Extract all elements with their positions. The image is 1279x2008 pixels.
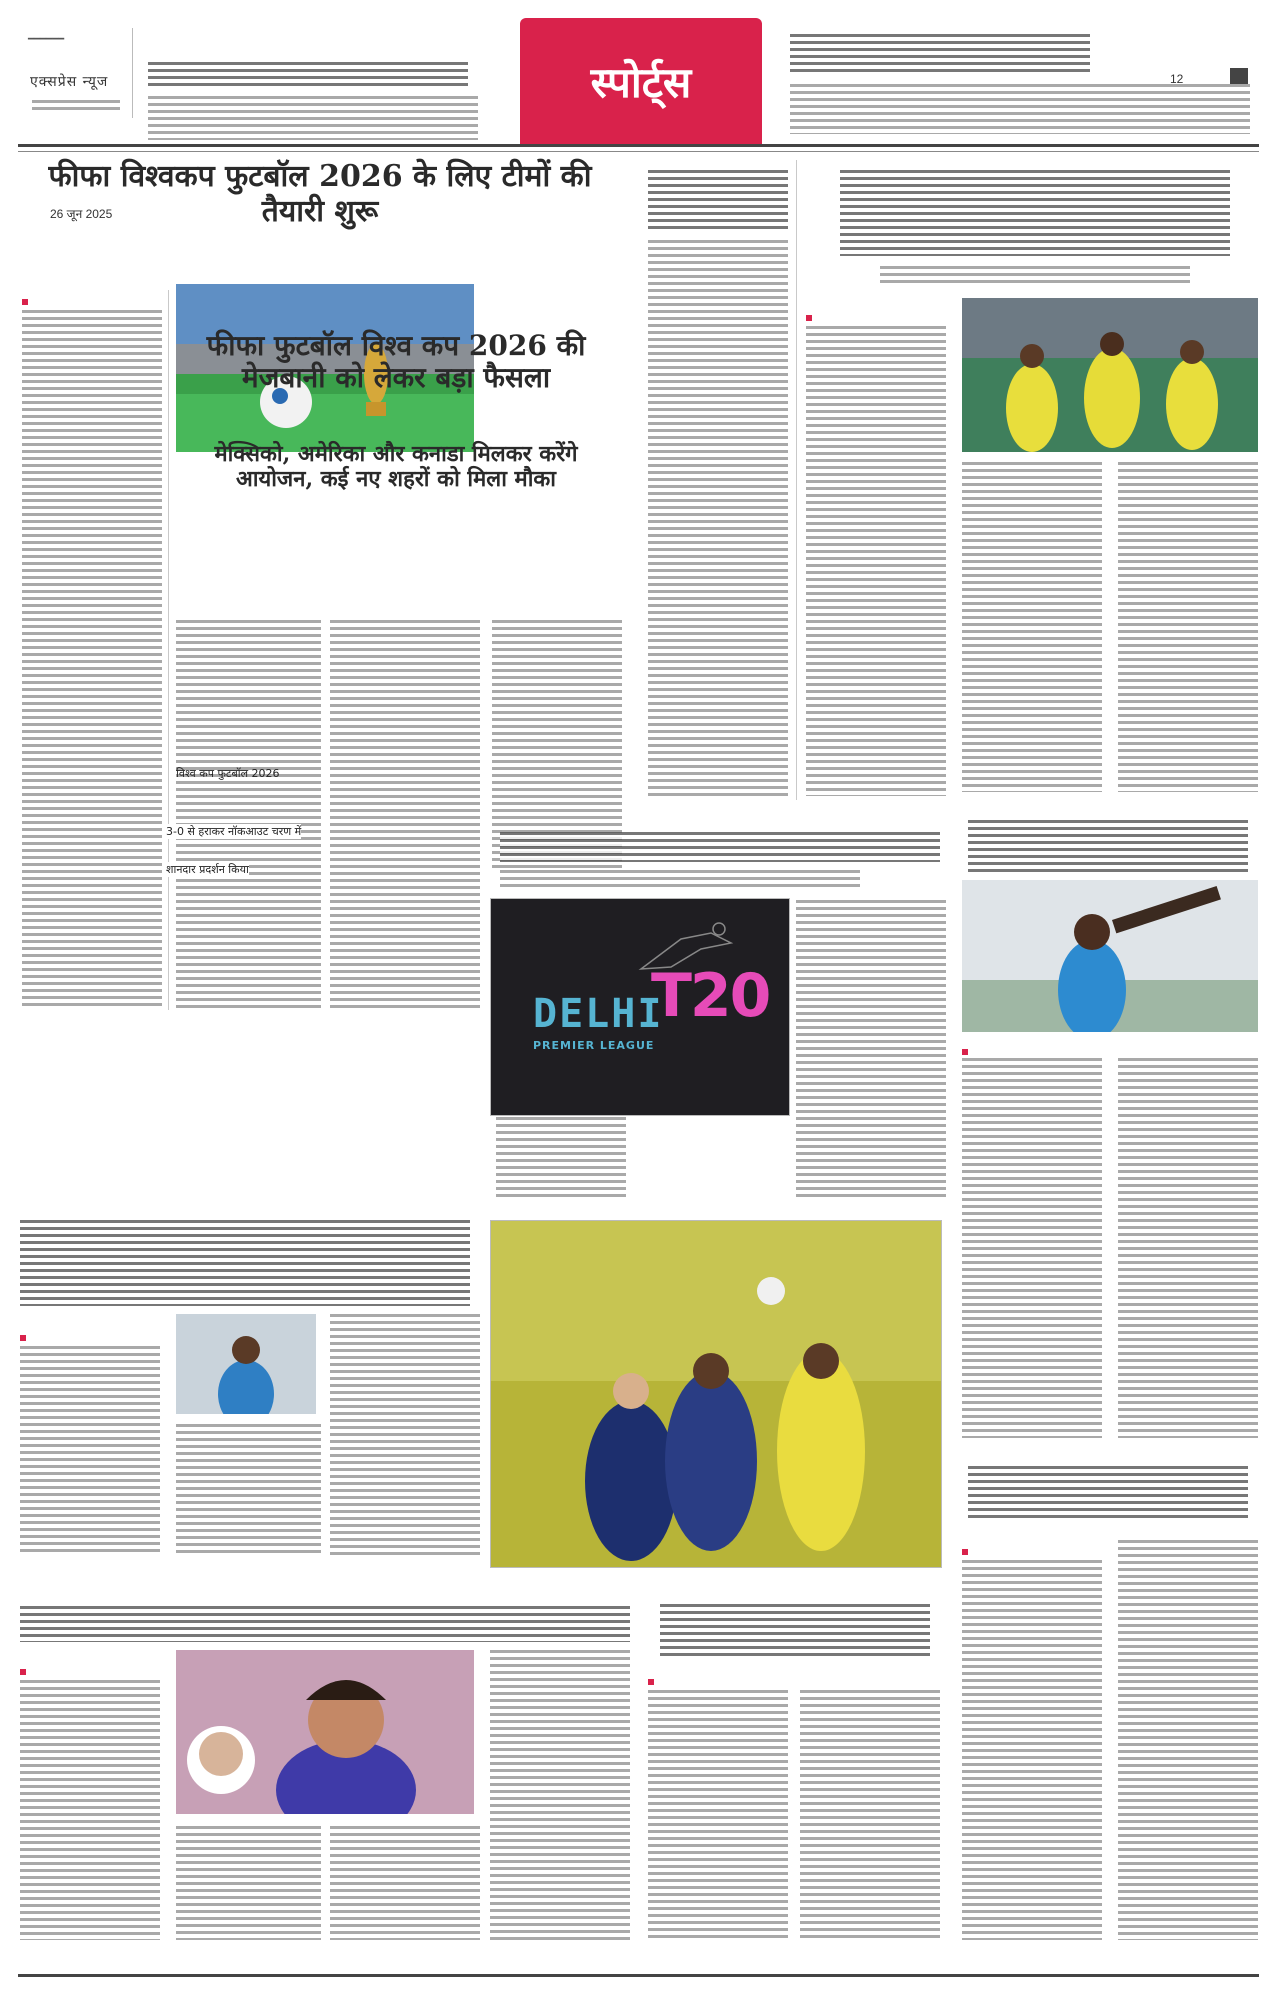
brazil-players-graphic <box>962 298 1258 452</box>
mid-story-headline <box>648 170 788 230</box>
bowler-column-1 <box>962 1058 1102 1438</box>
right-lower-headline <box>968 1466 1248 1522</box>
bottom-mid-col-1 <box>648 1690 788 1940</box>
dpl-subheadline <box>500 870 860 890</box>
young-cricketer-graphic <box>176 1314 316 1414</box>
left-column-3 <box>330 620 480 1010</box>
young-cricketer-photo <box>176 1314 316 1414</box>
brazil-column-3 <box>1118 462 1258 792</box>
bowler-graphic <box>962 880 1258 1032</box>
young-cricketer-col-1 <box>20 1346 160 1556</box>
header-promo-text <box>790 34 1090 74</box>
young-cricketer-col-3 <box>330 1314 480 1556</box>
dpl-t20-text: T20 <box>651 961 770 1031</box>
bowler-photo <box>962 880 1258 1032</box>
top-teaser-body <box>148 96 478 140</box>
dpl-subtitle: PREMIER LEAGUE <box>533 1039 655 1052</box>
young-cricketer-col-2 <box>176 1424 321 1556</box>
young-cricketer-headline <box>20 1220 470 1306</box>
fifa-snippet-1: विश्व कप फुटबॉल 2026 <box>176 767 280 780</box>
page-number: 12 <box>1170 72 1184 86</box>
brazil-byline <box>806 306 816 325</box>
mid-column-body <box>648 240 788 800</box>
dpl-delhi-text: DELHI <box>533 991 664 1037</box>
lead-date: 26 जून 2025 <box>50 207 113 221</box>
bottom-mid-byline <box>648 1670 658 1689</box>
logo-subtext <box>32 100 120 110</box>
match-action-graphic <box>491 1221 941 1567</box>
ipl-byline <box>20 1660 30 1679</box>
ipl-player-photo <box>176 1650 474 1814</box>
ipl-player-graphic <box>176 1650 474 1814</box>
section-title: स्पोर्ट्स <box>520 18 762 144</box>
ipl-col-2 <box>176 1826 321 1940</box>
brazil-subheadline <box>880 266 1190 286</box>
bowler-column-2 <box>1118 1058 1258 1438</box>
header-rule <box>18 144 1259 147</box>
young-cricketer-byline <box>20 1326 30 1345</box>
ipl-player-headline <box>20 1606 630 1642</box>
paper-name: एक्सप्रेस न्यूज <box>30 74 109 90</box>
bowler-byline <box>962 1040 972 1059</box>
fifa-headline: फीफा फुटबॉल विश्व कप 2026 की मेजबानी को लेकर बड़ा फैसला <box>206 329 586 395</box>
logo-tagline: ━━━━━━ <box>28 34 65 45</box>
masthead-logo <box>22 28 133 118</box>
footer-rule <box>18 1974 1259 1977</box>
brazil-headline <box>840 170 1230 256</box>
match-action-photo <box>490 1220 942 1568</box>
right-lower-col-1 <box>962 1560 1102 1940</box>
header-promo-body <box>790 84 1250 134</box>
ipl-col-4 <box>490 1650 630 1940</box>
ipl-col-3 <box>330 1826 480 1940</box>
bottom-mid-headline <box>660 1604 930 1656</box>
page-marker-icon <box>1230 68 1248 84</box>
dpl-headline <box>500 832 940 862</box>
top-teaser-headline <box>148 62 468 90</box>
column-divider-mid <box>796 160 797 800</box>
column-divider <box>168 290 169 1010</box>
brazil-column-2 <box>962 462 1102 792</box>
header-rule-thin <box>18 151 1259 152</box>
brazil-players-photo <box>962 298 1258 452</box>
left-column-1 <box>22 310 162 1010</box>
brazil-column-1 <box>806 326 946 796</box>
dpl-logo-ad <box>490 898 790 1116</box>
lead-headline: फीफा विश्वकप फुटबॉल 2026 के लिए टीमों की तैयारी शुरू <box>48 159 592 229</box>
byline-left-1 <box>22 290 32 309</box>
fifa-subheadline: मेक्सिको, अमेरिका और कनाडा मिलकर करेंगे आयोजन, कई नए शहरों को मिला मौका <box>214 441 578 493</box>
bottom-mid-col-2 <box>800 1690 940 1940</box>
ipl-col-1 <box>20 1680 160 1940</box>
right-lower-col-2 <box>1118 1540 1258 1940</box>
dpl-column-2 <box>796 900 946 1200</box>
right-lower-byline <box>962 1540 972 1559</box>
fifa-snippet-3: शानदार प्रदर्शन किया <box>166 863 249 876</box>
cricketer-silhouette-icon <box>631 919 751 979</box>
bowler-headline <box>968 820 1248 872</box>
left-column-2 <box>176 620 321 1010</box>
fifa-snippet-2: 3-0 से हराकर नॉकआउट चरण में <box>166 825 302 838</box>
